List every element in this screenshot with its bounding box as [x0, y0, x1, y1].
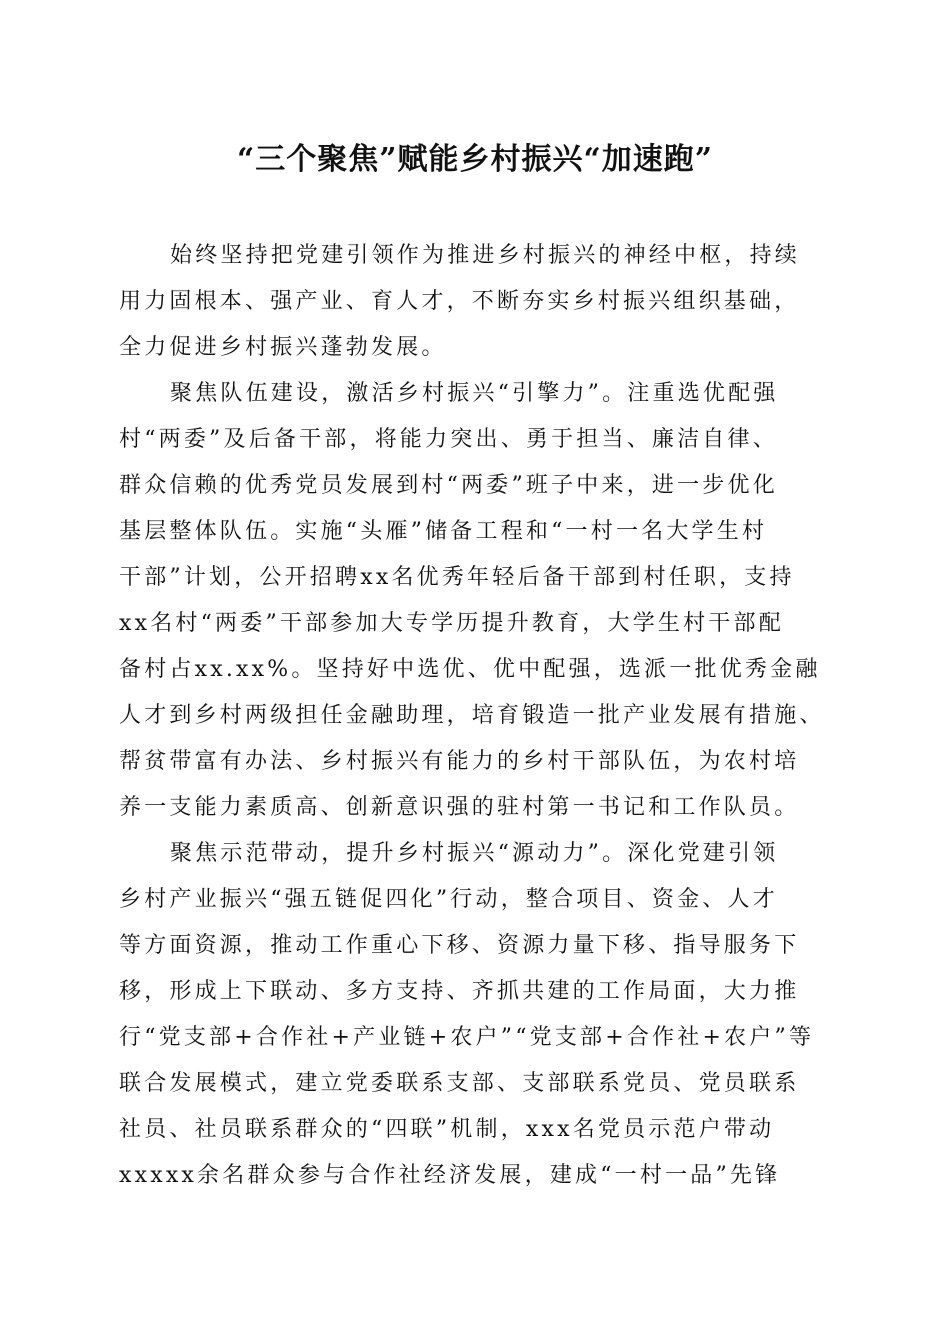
- paragraph-line: 备村占xx.xx%。坚持好中选优、优中配强，选派一批优秀金融: [119, 657, 821, 682]
- paragraph-line: 社员、社员联系群众的“四联”机制，xxx名党员示范户带动: [119, 1117, 775, 1142]
- paragraph-line: 行“党支部+合作社+产业链+农户”“党支部+合作社+农户”等: [119, 1025, 815, 1050]
- paragraph-line: 村“两委”及后备干部，将能力突出、勇于担当、廉洁自律、: [119, 427, 778, 452]
- paragraph-line: xx名村“两委”干部参加大专学历提升教育，大学生村干部配: [119, 611, 784, 636]
- paragraph-line: 干部”计划，公开招聘xx名优秀年轻后备干部到村任职，支持: [119, 565, 795, 590]
- paragraph-line: 移，形成上下联动、多方支持、齐抓共建的工作局面，大力推: [119, 979, 800, 1004]
- paragraph-line: 人才到乡村两级担任金融助理，培育锻造一批产业发展有措施、: [119, 703, 825, 728]
- paragraph-demonstration: [119, 831, 825, 1199]
- paragraph-line: xxxxx余名群众参与合作社经济发展，建成“一村一品”先锋: [119, 1163, 781, 1188]
- paragraph-line: 基层整体队伍。实施“头雁”储备工程和“一村一名大学生村: [119, 519, 768, 544]
- paragraph-intro: [119, 233, 825, 371]
- paragraph-team-building: [119, 371, 825, 831]
- paragraph-line: 聚焦队伍建设，激活乡村振兴“引擎力”。注重选优配强: [170, 381, 779, 406]
- paragraph-line: 聚焦示范带动，提升乡村振兴“源动力”。深化党建引领: [170, 841, 779, 866]
- paragraph-line: 养一支能力素质高、创新意识强的驻村第一书记和工作队员。: [119, 795, 800, 820]
- paragraph-line: 等方面资源，推动工作重心下移、资源力量下移、指导服务下: [119, 933, 800, 958]
- paragraph-line: 始终坚持把党建引领作为推进乡村振兴的神经中枢，持续: [170, 243, 801, 268]
- paragraph-line: 联合发展模式，建立党委联系支部、支部联系党员、党员联系: [119, 1071, 800, 1096]
- paragraph-line: 乡村产业振兴“强五链促四化”行动，整合项目、资金、人才: [119, 887, 778, 912]
- paragraph-line: 用力固根本、强产业、育人才，不断夯实乡村振兴组织基础，: [119, 289, 800, 314]
- paragraph-line: 帮贫带富有办法、乡村振兴有能力的乡村干部队伍，为农村培: [119, 749, 800, 774]
- paragraph-line: 群众信赖的优秀党员发展到村“两委”班子中来，进一步优化: [119, 473, 778, 498]
- document-body: [119, 233, 825, 1199]
- paragraph-line: 全力促进乡村振兴蓬勃发展。: [119, 335, 447, 360]
- document-title: “三个聚焦”赋能乡村振兴“加速跑”: [236, 142, 714, 177]
